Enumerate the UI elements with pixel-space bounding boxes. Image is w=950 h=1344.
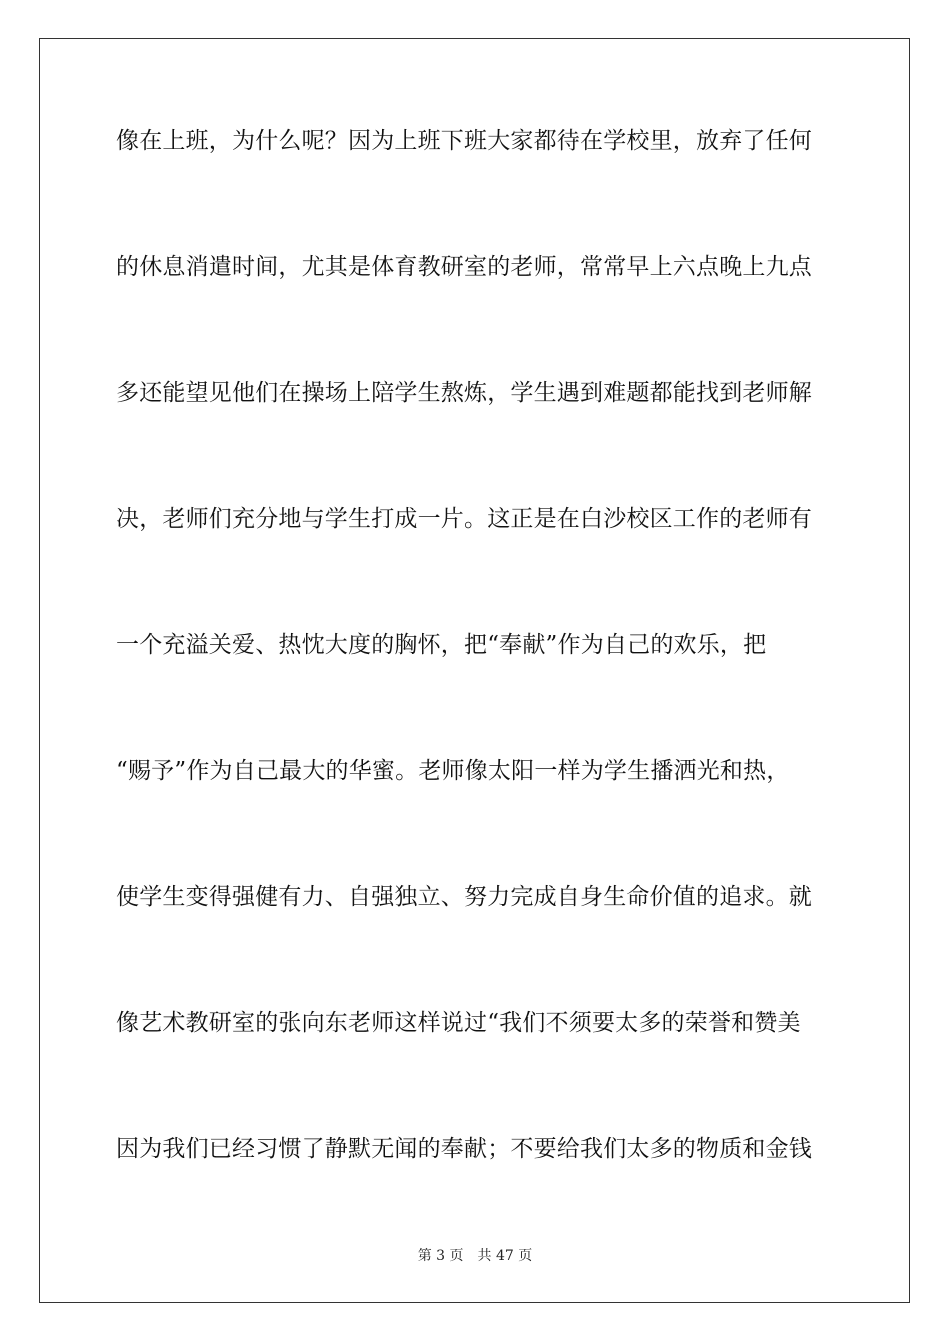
page-number: 第 3 页 — [417, 1248, 464, 1264]
text-line: 因为我们已经习惯了静默无闻的奉献；不要给我们太多的物质和金钱 — [116, 1136, 812, 1162]
text-line: 决，老师们充分地与学生打成一片。这正是在白沙校区工作的老师有 — [116, 506, 812, 532]
text-line: “赐予”作为自己最大的华蜜。老师像太阳一样为学生播洒光和热， — [116, 758, 790, 784]
text-line: 像艺术教研室的张向东老师这样说过“我们不须要太多的荣誉和赞美 — [116, 1010, 801, 1036]
total-pages: 共 47 页 — [477, 1248, 533, 1264]
document-body — [116, 128, 836, 1262]
page-footer — [0, 1247, 950, 1265]
text-line: 多还能望见他们在操场上陪学生熬炼，学生遇到难题都能找到老师解 — [116, 380, 812, 406]
text-line: 的休息消遣时间，尤其是体育教研室的老师，常常早上六点晚上九点 — [116, 254, 812, 280]
text-line: 像在上班，为什么呢？因为上班下班大家都待在学校里，放弃了任何 — [116, 128, 812, 154]
text-line: 使学生变得强健有力、自强独立、努力完成自身生命价值的追求。就 — [116, 884, 812, 910]
text-line: 一个充溢关爱、热忱大度的胸怀，把“奉献”作为自己的欢乐，把 — [116, 632, 767, 658]
